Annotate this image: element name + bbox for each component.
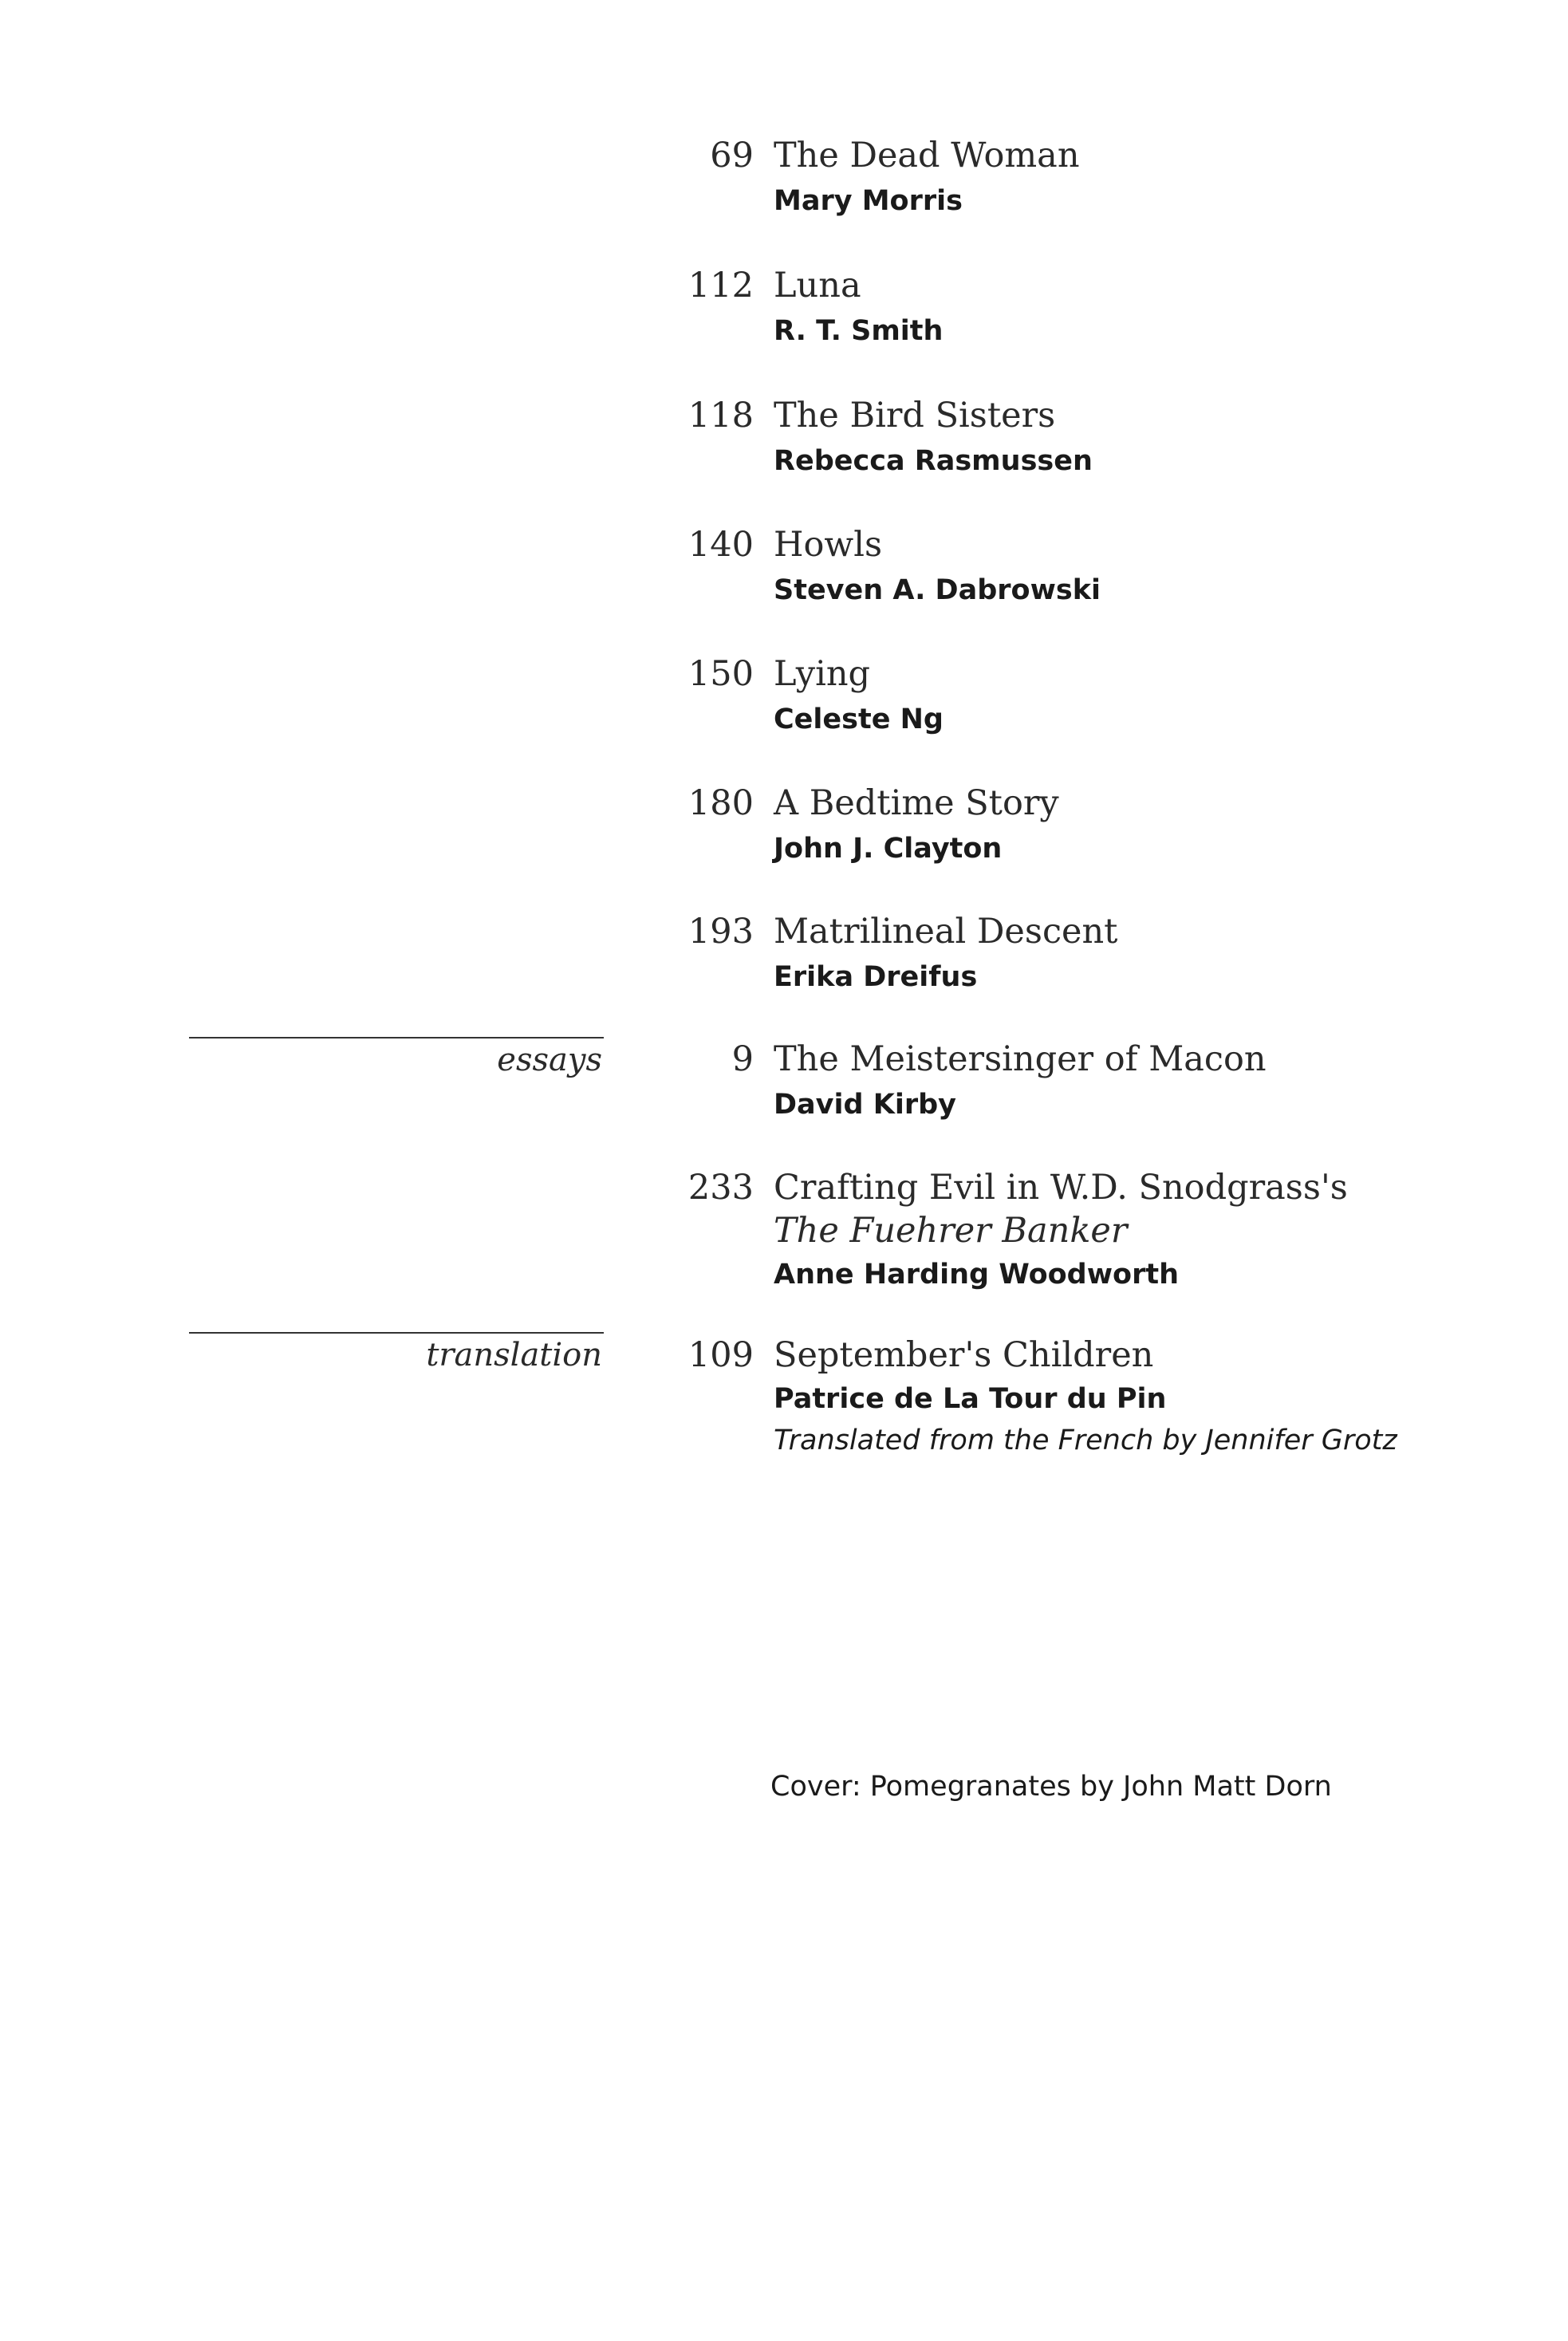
page-number: 118 <box>687 396 754 435</box>
page-number: 9 <box>731 1039 754 1079</box>
entry-author: David Kirby <box>774 1089 956 1121</box>
entry-title: Matrilineal Descent <box>774 912 1118 952</box>
page-number: 109 <box>687 1335 754 1375</box>
entry-author: John J. Clayton <box>774 833 1003 865</box>
page-number: 193 <box>687 912 754 952</box>
page-number: 150 <box>687 654 754 694</box>
page-number: 233 <box>687 1168 754 1208</box>
entry-title: A Bedtime Story <box>774 783 1059 823</box>
entry-author: Celeste Ng <box>774 703 944 735</box>
entry-title: The Bird Sisters <box>774 396 1056 435</box>
page-number: 69 <box>710 136 754 175</box>
translator-credit: Translated from the French by Jennifer Grotz <box>774 1425 1397 1456</box>
page-number: 112 <box>687 266 754 305</box>
section-divider-translation <box>189 1332 604 1334</box>
section-label-essays: essays <box>497 1042 602 1078</box>
entry-author: Erika Dreifus <box>774 961 978 993</box>
page-number: 140 <box>687 525 754 565</box>
entry-author: Steven A. Dabrowski <box>774 574 1101 606</box>
entry-title: Howls <box>774 525 883 565</box>
entry-title: The Meistersinger of Macon <box>774 1039 1267 1079</box>
entry-author: Patrice de La Tour du Pin <box>774 1383 1167 1415</box>
entry-author: Rebecca Rasmussen <box>774 445 1093 477</box>
entry-title: The Dead Woman <box>774 136 1080 175</box>
entry-subtitle: The Fuehrer Banker <box>774 1211 1128 1251</box>
entry-author: Anne Harding Woodworth <box>774 1259 1180 1291</box>
section-label-translation: translation <box>426 1337 602 1373</box>
entry-title: Luna <box>774 266 861 305</box>
page-number: 180 <box>687 783 754 823</box>
entry-title: September's Children <box>774 1335 1154 1375</box>
entry-author: R. T. Smith <box>774 315 944 347</box>
entry-title: Crafting Evil in W.D. Snodgrass's <box>774 1168 1348 1208</box>
entry-title: Lying <box>774 654 871 694</box>
section-divider-essays <box>189 1037 604 1038</box>
cover-credit: Cover: Pomegranates by John Matt Dorn <box>770 1771 1332 1803</box>
entry-author: Mary Morris <box>774 185 963 217</box>
